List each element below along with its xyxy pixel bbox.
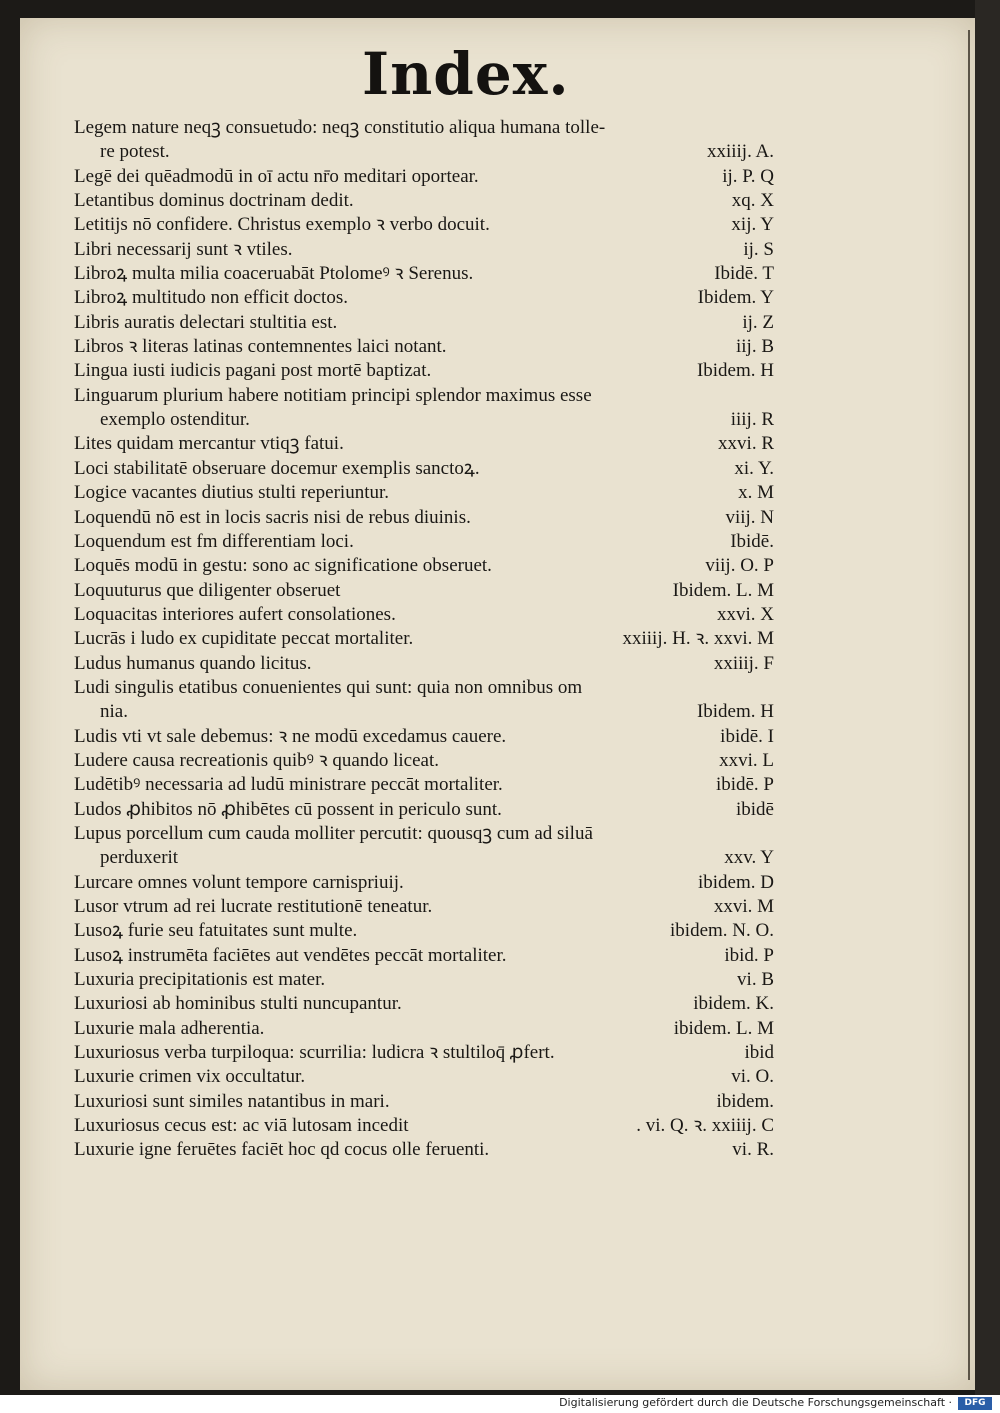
index-entry-reference: vi. O. bbox=[731, 1066, 774, 1088]
index-entry-text: Luxurie mala adherentia. bbox=[74, 1017, 265, 1039]
page-gutter-line bbox=[968, 30, 970, 1380]
index-entry bbox=[74, 895, 774, 919]
index-entry-text: Linguarum plurium habere notitiam principi splendor maximus esse bbox=[74, 384, 592, 406]
index-entry-reference: x. M bbox=[738, 482, 774, 504]
index-entry-reference: xxiiij. F bbox=[713, 652, 774, 674]
index-entry bbox=[74, 140, 774, 164]
index-entry bbox=[74, 871, 774, 895]
index-entry bbox=[74, 359, 774, 383]
index-entry-reference: xxvi. L bbox=[719, 749, 774, 771]
index-entry-text: Luxuriosi sunt similes natantibus in mari. bbox=[74, 1090, 390, 1112]
index-entry bbox=[74, 335, 774, 359]
page-title: Index. bbox=[362, 40, 570, 108]
index-entry-text: Ludētibꝰ necessaria ad ludū ministrare peccāt mortaliter. bbox=[74, 774, 503, 796]
index-entry-reference: Ibidem. H bbox=[696, 360, 774, 382]
index-entry-reference: ij. S bbox=[743, 238, 774, 260]
index-entry-text: Libri necessarij sunt ꝛ vtiles. bbox=[74, 238, 293, 260]
index-entry-reference: ibidē. I bbox=[720, 725, 774, 747]
index-entry-text: Luxurie crimen vix occultatur. bbox=[74, 1066, 306, 1088]
index-entry bbox=[74, 213, 774, 237]
index-entry-text: Loquēs modū in gestu: sono ac significatione obseruet. bbox=[74, 555, 492, 577]
index-entry bbox=[74, 238, 774, 262]
index-entry-text: Luxurie igne feruētes faciēt hoc qd cocus olle feruenti. bbox=[74, 1139, 490, 1161]
index-entry-text: Ludus humanus quando licitus. bbox=[74, 652, 312, 674]
index-entry bbox=[74, 992, 774, 1016]
index-entry bbox=[74, 627, 774, 651]
index-entry bbox=[74, 554, 774, 578]
index-entry bbox=[74, 384, 774, 408]
dfg-logo: DFG bbox=[958, 1397, 992, 1410]
index-entry-reference: xxiiij. H. ꝛ. xxvi. M bbox=[622, 628, 774, 650]
index-entry-text: Loci stabilitatē obseruare docemur exemplis sanctoꝝ. bbox=[74, 457, 480, 479]
index-entry-text: Luxuria precipitationis est mater. bbox=[74, 969, 326, 991]
index-entry-text: Legē dei quēadmodū in oī actu nr̄o meditari oportear. bbox=[74, 165, 479, 187]
index-entry bbox=[74, 506, 774, 530]
index-entry bbox=[74, 457, 774, 481]
index-entry-text: Lusoꝝ instrumēta faciētes aut vendētes peccāt mortaliter. bbox=[74, 944, 507, 966]
index-entry bbox=[74, 919, 774, 943]
index-entry bbox=[74, 676, 774, 700]
index-entry-reference: . vi. Q. ꝛ. xxiiij. C bbox=[636, 1115, 774, 1137]
index-entry-reference: vi. R. bbox=[732, 1139, 774, 1161]
index-entry-reference: ij. Z bbox=[742, 311, 774, 333]
index-entry-text: re potest. bbox=[100, 141, 170, 163]
index-entry-reference: ibidem. bbox=[716, 1090, 774, 1112]
index-entry-reference: Ibidem. H bbox=[696, 701, 774, 723]
index-entry-reference: Ibidem. L. M bbox=[672, 579, 774, 601]
index-entry bbox=[74, 798, 774, 822]
index-entry bbox=[74, 165, 774, 189]
index-entry-reference: xxvi. R bbox=[718, 433, 774, 455]
index-entry-reference: ibidem. N. O. bbox=[670, 920, 774, 942]
index-entry-text: exemplo ostenditur. bbox=[100, 409, 250, 431]
index-entry-reference: iij. B bbox=[735, 336, 774, 358]
index-entry-reference: xxv. Y bbox=[724, 847, 774, 869]
index-entry-text: Ludis vti vt sale debemus: ꝛ ne modū excedamus cauere. bbox=[74, 725, 507, 747]
index-entry-text: Ludos ꝓhibitos nō ꝓhibētes cū possent in periculo sunt. bbox=[74, 798, 502, 820]
index-entry-text: Luxuriosus cecus est: ac viā lutosam incedit bbox=[74, 1115, 409, 1137]
index-entry-reference: ij. P. Q bbox=[722, 165, 774, 187]
index-entry bbox=[74, 822, 774, 846]
footer-credit: Digitalisierung gefördert durch die Deutsche Forschungsgemeinschaft · bbox=[559, 1396, 952, 1409]
index-entry-reference: ibid bbox=[744, 1042, 774, 1064]
scan-edge bbox=[975, 0, 1000, 1395]
index-entry bbox=[74, 1041, 774, 1065]
index-entry-text: nia. bbox=[100, 701, 128, 723]
index-entry-list bbox=[74, 116, 774, 1163]
index-entry bbox=[74, 116, 774, 140]
index-entry bbox=[74, 725, 774, 749]
index-entry-text: Lurcare omnes volunt tempore carnispriuij. bbox=[74, 871, 404, 893]
index-entry bbox=[74, 700, 774, 724]
index-entry-text: Libris auratis delectari stultitia est. bbox=[74, 311, 338, 333]
index-entry-text: Lites quidam mercantur vtiqꝫ fatui. bbox=[74, 433, 344, 455]
footer-bar bbox=[0, 1395, 1000, 1413]
index-entry-reference: ibidē bbox=[736, 798, 774, 820]
index-entry bbox=[74, 432, 774, 456]
index-entry-text: Lingua iusti iudicis pagani post mortē baptizat. bbox=[74, 360, 432, 382]
index-entry-reference: xxiiij. A. bbox=[706, 141, 774, 163]
index-entry-reference: Ibidē. T bbox=[714, 263, 774, 285]
index-entry-reference: xxvi. X bbox=[717, 603, 774, 625]
index-entry bbox=[74, 481, 774, 505]
index-entry-reference: ibidem. K. bbox=[693, 993, 774, 1015]
index-entry-text: Lusor vtrum ad rei lucrate restitutionē teneatur. bbox=[74, 896, 433, 917]
index-entry-reference: ibid. P bbox=[724, 944, 774, 966]
index-entry bbox=[74, 1017, 774, 1041]
index-entry-reference: xxvi. M bbox=[713, 896, 774, 917]
index-entry-text: Lupus porcellum cum cauda molliter percutit: quousqꝫ cum ad siluā bbox=[74, 822, 593, 844]
index-entry bbox=[74, 189, 774, 213]
index-entry bbox=[74, 968, 774, 992]
index-entry bbox=[74, 1114, 774, 1138]
index-entry-text: Loquacitas interiores aufert consolationes. bbox=[74, 603, 396, 625]
index-entry bbox=[74, 1065, 774, 1089]
index-entry-text: Legem nature neqꝫ consuetudo: neqꝫ constitutio aliqua humana tolle- bbox=[74, 117, 606, 138]
index-entry-reference: Ibidem. Y bbox=[697, 287, 774, 309]
index-entry-reference: ibidē. P bbox=[715, 774, 774, 796]
index-entry-text: Libroꝝ multitudo non efficit doctos. bbox=[74, 287, 348, 309]
index-entry bbox=[74, 773, 774, 797]
index-entry-text: Luxuriosi ab hominibus stulti nuncupantur. bbox=[74, 993, 402, 1015]
index-entry-text: Libros ꝛ literas latinas contemnentes laici notant. bbox=[74, 336, 447, 358]
index-entry bbox=[74, 286, 774, 310]
index-entry-reference: iiij. R bbox=[730, 409, 774, 431]
index-entry bbox=[74, 846, 774, 870]
index-entry-reference: ibidem. L. M bbox=[673, 1017, 774, 1039]
index-entry-reference: xq. X bbox=[731, 190, 774, 212]
index-entry-text: Lucrās i ludo ex cupiditate peccat mortaliter. bbox=[74, 628, 414, 650]
index-entry-text: Libroꝝ multa milia coaceruabāt Ptolomeꝰ ꝛ Serenus. bbox=[74, 263, 474, 285]
index-entry-text: Logice vacantes diutius stulti reperiuntur. bbox=[74, 482, 390, 504]
index-entry-text: Loquendum est fm differentiam loci. bbox=[74, 530, 354, 552]
index-entry bbox=[74, 749, 774, 773]
index-entry-text: perduxerit bbox=[100, 847, 179, 869]
index-entry-text: Ludere causa recreationis quibꝰ ꝛ quando liceat. bbox=[74, 749, 439, 771]
index-entry bbox=[74, 603, 774, 627]
index-entry bbox=[74, 579, 774, 603]
index-entry-reference: Ibidē. bbox=[730, 530, 774, 552]
index-entry-reference: ibidem. D bbox=[698, 871, 774, 893]
index-entry-reference: xij. Y bbox=[731, 214, 774, 236]
index-entry bbox=[74, 944, 774, 968]
index-entry-text: Letitijs nō confidere. Christus exemplo ꝛ verbo docuit. bbox=[74, 214, 490, 236]
index-entry bbox=[74, 1138, 774, 1162]
index-entry bbox=[74, 1090, 774, 1114]
index-entry bbox=[74, 408, 774, 432]
index-entry-text: Letantibus dominus doctrinam dedit. bbox=[74, 190, 354, 212]
index-entry-reference: xi. Y. bbox=[734, 457, 774, 479]
index-entry bbox=[74, 311, 774, 335]
index-entry-reference: vi. B bbox=[737, 969, 774, 991]
index-entry bbox=[74, 530, 774, 554]
index-entry-text: Loquuturus que diligenter obseruet bbox=[74, 579, 341, 601]
index-entry bbox=[74, 262, 774, 286]
index-entry-text: Ludi singulis etatibus conuenientes qui sunt: quia non omnibus om bbox=[74, 676, 583, 698]
index-entry bbox=[74, 652, 774, 676]
index-entry-reference: viij. O. P bbox=[705, 555, 774, 577]
index-entry-text: Lusoꝝ furie seu fatuitates sunt multe. bbox=[74, 920, 358, 942]
index-entry-text: Luxuriosus verba turpiloqua: scurrilia: ludicra ꝛ stultiloq̄ ꝓfert. bbox=[74, 1042, 555, 1064]
index-entry-text: Loquendū nō est in locis sacris nisi de rebus diuinis. bbox=[74, 506, 471, 528]
index-entry-reference: viij. N bbox=[725, 506, 774, 528]
